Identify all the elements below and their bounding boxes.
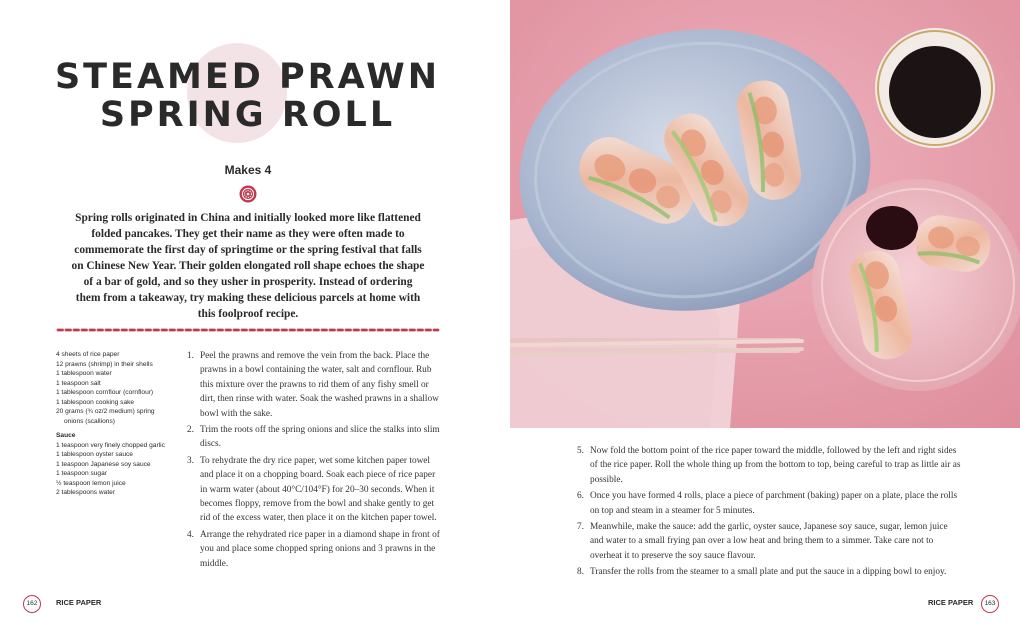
ingredient-item: 1 tablespoon water — [56, 370, 112, 377]
intro-paragraph: Spring rolls originated in China and initially looked more like flattened folded pancakes. They get their name as they were often made to commemorate the first day of springtime or the spring festival that falls on Chinese New Year. Their golden elongated roll shape echoes the shape of a bar of gold, and so they usher in prosperity. Instead of ordering them from a takeaway, try making these delicious parcels at home with this foolproof recipe. — [71, 212, 425, 320]
ingredient-item: 4 sheets of rice paper — [56, 351, 120, 358]
step-text: Arrange the rehydrated rice paper in a diamond shape in front of you and place some chopped spring onions and 3 prawns in the middle. — [200, 529, 440, 569]
method-step — [187, 349, 442, 421]
method-step — [577, 520, 962, 563]
title-line-2: SPRING ROLL — [99, 95, 396, 135]
sauce-item: 1 teaspoon very finely chopped garlic — [56, 441, 165, 449]
method-step — [187, 454, 442, 526]
sauce-item: 1 teaspoon sugar — [56, 470, 107, 477]
dashed-divider — [56, 326, 440, 334]
step-text: Transfer the rolls from the steamer to a small plate and put the sauce in a dipping bowl to enjoy. — [590, 567, 947, 578]
page-number-left: 162 — [23, 595, 41, 613]
spring-roll-photo — [510, 0, 1020, 428]
step-number: 2. — [187, 425, 194, 436]
step-text: Once you have formed 4 rolls, place a piece of parchment (baking) paper on a plate, place the rolls on top and steam in a steamer for 5 minutes. — [590, 491, 958, 516]
sauce-heading: Sauce — [56, 432, 76, 439]
step-number: 3. — [187, 455, 194, 466]
section-label-left: RICE PAPER — [56, 598, 102, 607]
step-number: 8. — [577, 567, 584, 578]
ingredient-item: onions (scallions) — [64, 417, 115, 425]
ingredient-item: 1 tablespoon cornflour (cornflour) — [56, 389, 154, 396]
ingredient-item: 1 tablespoon cooking sake — [56, 398, 135, 406]
servings-label: Makes 4 — [224, 163, 272, 177]
step-text: Peel the prawns and remove the vein from the back. Place the prawns in a bowl containing the water, salt and cornflour. Rub this mixture over the prawns to rid them of any fishy smell or dirt, then rinse with water. Soak the washed prawns in a shallow bowl with the sake. — [200, 351, 439, 419]
title-line-1: STEAMED PRAWN — [54, 57, 441, 97]
method-step — [577, 565, 962, 579]
sauce-item: 1 teaspoon Japanese soy sauce — [56, 460, 151, 468]
ingredient-item: 1 teaspoon salt — [56, 379, 101, 387]
step-number: 6. — [577, 491, 584, 502]
section-label-right: RICE PAPER — [928, 598, 974, 607]
method-steps-left — [187, 349, 442, 573]
method-step — [187, 423, 442, 452]
step-text: To rehydrate the dry rice paper, wet some kitchen paper towel and place it on a chopping board. Soak each piece of rice paper in warm water (about 40°C/104°F) for 20–30 seconds. When it becomes floppy, remove from the bowl and shake gently to get rid of the excess water, then place it on the kitchen paper towel. — [200, 455, 437, 524]
method-steps-right — [577, 444, 962, 582]
step-text: Now fold the bottom point of the rice paper toward the middle, followed by the left and right sides of the rice paper. Roll the whole thing up from the bottom to top, being careful to trap as little air as possible. — [590, 446, 961, 485]
ingredient-item: 20 grams (¾ oz/2 medium) spring — [56, 408, 155, 415]
step-text: Trim the roots off the spring onions and slice the stalks into slim discs. — [200, 425, 440, 450]
ingredient-item: 12 prawns (shrimp) in their shells — [56, 360, 153, 368]
step-number: 7. — [577, 522, 584, 533]
step-number: 4. — [187, 529, 194, 540]
sauce-item: ½ teaspoon lemon juice — [56, 479, 126, 487]
page-number-right: 163 — [981, 595, 999, 613]
sauce-item: 1 tablespoon oyster sauce — [56, 451, 133, 458]
ingredients-list — [56, 350, 181, 498]
method-step — [577, 489, 962, 518]
method-step — [187, 528, 442, 571]
recipe-title — [40, 58, 455, 134]
sauce-item: 2 tablespoons water — [56, 489, 116, 496]
step-number: 1. — [187, 351, 194, 361]
step-number: 5. — [577, 446, 584, 456]
method-step — [577, 444, 962, 487]
rice-paper-badge-icon — [239, 185, 257, 203]
step-text: Meanwhile, make the sauce: add the garlic, oyster sauce, Japanese soy sauce, sugar, lemon juice and water to a small frying pan over a low heat and bring them to a simmer. Take care not to overheat it to preserve the soy sauce flavour. — [590, 522, 948, 561]
